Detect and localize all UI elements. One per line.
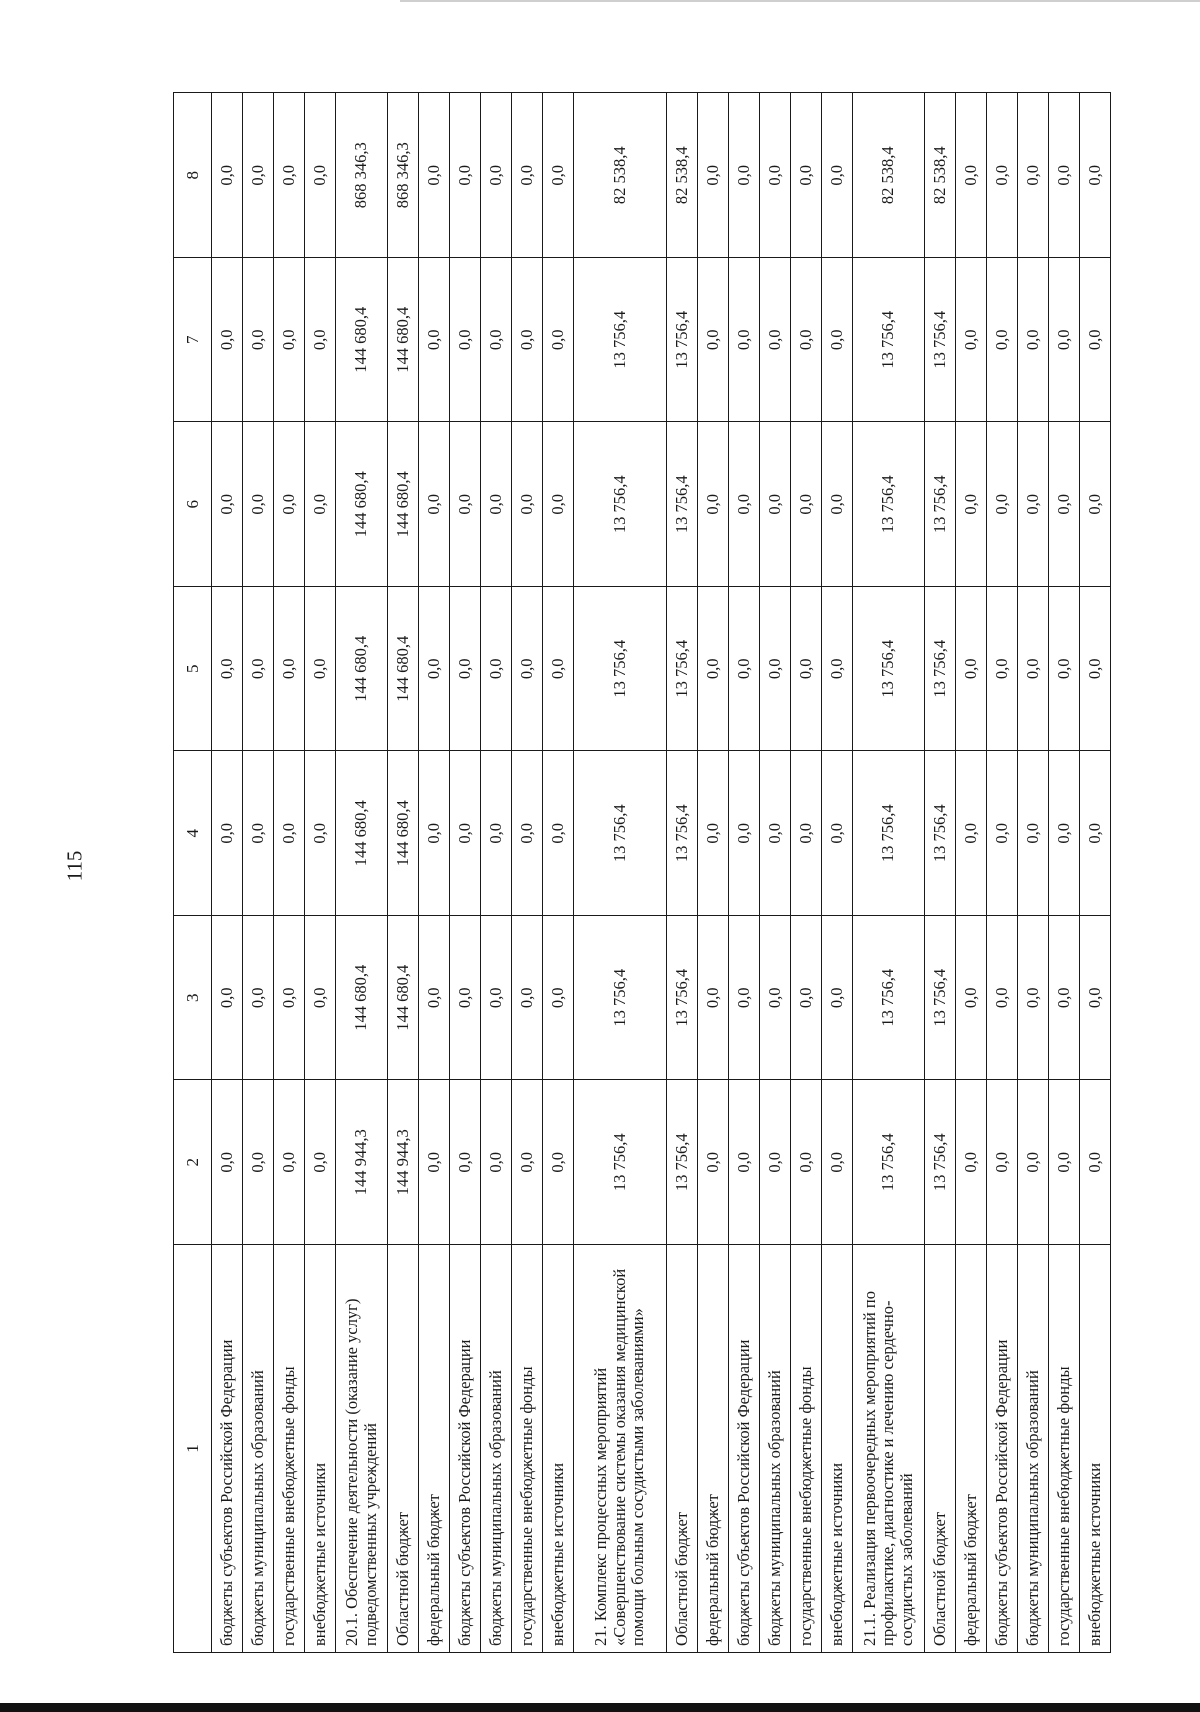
row-label: внебюджетные источники	[1080, 1245, 1111, 1653]
cell-value: 0,0	[698, 587, 729, 752]
table-row	[512, 93, 543, 1653]
cell-value: 13 756,4	[574, 258, 667, 423]
cell-value: 0,0	[1080, 1080, 1111, 1245]
row-label: 21.1. Реализация первоочередных мероприятий по профилактике, диагностике и лечению сердечно-сосудистых заболеваний	[853, 1245, 925, 1653]
cell-value: 0,0	[1080, 422, 1111, 587]
cell-value: 0,0	[481, 751, 512, 916]
cell-value: 13 756,4	[667, 422, 698, 587]
scan-edge-bottom	[0, 1703, 1200, 1712]
cell-value: 13 756,4	[574, 587, 667, 752]
cell-value: 82 538,4	[574, 93, 667, 258]
cell-value: 0,0	[419, 422, 450, 587]
cell-value: 0,0	[956, 1080, 987, 1245]
cell-value: 0,0	[1049, 751, 1080, 916]
cell-value: 144 680,4	[336, 587, 388, 752]
cell-value: 13 756,4	[925, 422, 956, 587]
row-label: 21. Комплекс процессных мероприятий «Совершенствование системы оказания медицинской помощи больным сосудистыми заболеваниями»	[574, 1245, 667, 1653]
row-label: государственные внебюджетные фонды	[1049, 1245, 1080, 1653]
cell-value: 0,0	[729, 93, 760, 258]
row-label: Областной бюджет	[925, 1245, 956, 1653]
row-label: внебюджетные источники	[822, 1245, 853, 1653]
cell-value: 0,0	[450, 93, 481, 258]
cell-value: 13 756,4	[667, 587, 698, 752]
row-label: Областной бюджет	[388, 1245, 419, 1653]
cell-value: 13 756,4	[853, 258, 925, 423]
cell-value: 0,0	[987, 587, 1018, 752]
cell-value: 0,0	[1018, 751, 1049, 916]
table-row	[987, 93, 1018, 1653]
cell-value: 0,0	[760, 1080, 791, 1245]
cell-value: 0,0	[512, 93, 543, 258]
cell-value: 82 538,4	[925, 93, 956, 258]
cell-value: 0,0	[1018, 1080, 1049, 1245]
cell-value: 0,0	[987, 93, 1018, 258]
table-row	[925, 93, 956, 1653]
column-header: 1	[174, 1245, 212, 1653]
cell-value: 144 680,4	[336, 916, 388, 1081]
cell-value: 144 680,4	[388, 422, 419, 587]
cell-value: 0,0	[1080, 751, 1111, 916]
cell-value: 0,0	[274, 1080, 305, 1245]
cell-value: 13 756,4	[574, 1080, 667, 1245]
cell-value: 0,0	[243, 916, 274, 1081]
cell-value: 0,0	[822, 258, 853, 423]
cell-value: 0,0	[822, 93, 853, 258]
cell-value: 13 756,4	[925, 751, 956, 916]
cell-value: 13 756,4	[667, 751, 698, 916]
cell-value: 13 756,4	[853, 751, 925, 916]
cell-value: 0,0	[212, 751, 243, 916]
row-label: внебюджетные источники	[305, 1245, 336, 1653]
cell-value: 144 944,3	[336, 1080, 388, 1245]
cell-value: 0,0	[305, 1080, 336, 1245]
cell-value: 0,0	[543, 1080, 574, 1245]
cell-value: 0,0	[512, 1080, 543, 1245]
row-label: федеральный бюджет	[698, 1245, 729, 1653]
cell-value: 0,0	[956, 916, 987, 1081]
cell-value: 144 680,4	[336, 422, 388, 587]
cell-value: 13 756,4	[925, 587, 956, 752]
table-row	[243, 93, 274, 1653]
column-header: 2	[174, 1080, 212, 1245]
cell-value: 0,0	[1080, 258, 1111, 423]
cell-value: 0,0	[543, 751, 574, 916]
row-label: бюджеты субъектов Российской Федерации	[212, 1245, 243, 1653]
column-header: 3	[174, 916, 212, 1081]
cell-value: 0,0	[698, 422, 729, 587]
cell-value: 0,0	[543, 422, 574, 587]
cell-value: 0,0	[1049, 93, 1080, 258]
cell-value: 0,0	[729, 751, 760, 916]
cell-value: 0,0	[481, 258, 512, 423]
cell-value: 0,0	[512, 916, 543, 1081]
cell-value: 0,0	[1049, 258, 1080, 423]
row-label: бюджеты муниципальных образований	[760, 1245, 791, 1653]
cell-value: 0,0	[760, 587, 791, 752]
table-row	[760, 93, 791, 1653]
cell-value: 0,0	[822, 751, 853, 916]
cell-value: 868 346,3	[336, 93, 388, 258]
cell-value: 0,0	[760, 93, 791, 258]
cell-value: 0,0	[956, 751, 987, 916]
cell-value: 0,0	[1049, 1080, 1080, 1245]
table-row	[822, 93, 853, 1653]
table-row	[1049, 93, 1080, 1653]
cell-value: 0,0	[481, 587, 512, 752]
cell-value: 13 756,4	[925, 1080, 956, 1245]
table-row	[956, 93, 987, 1653]
cell-value: 0,0	[698, 1080, 729, 1245]
table-row	[574, 93, 667, 1653]
cell-value: 0,0	[450, 916, 481, 1081]
table-row	[1080, 93, 1111, 1653]
cell-value: 0,0	[305, 751, 336, 916]
cell-value: 0,0	[729, 587, 760, 752]
cell-value: 13 756,4	[667, 1080, 698, 1245]
table-row	[543, 93, 574, 1653]
table-row	[305, 93, 336, 1653]
row-label: бюджеты муниципальных образований	[1018, 1245, 1049, 1653]
cell-value: 0,0	[419, 93, 450, 258]
table-row	[419, 93, 450, 1653]
cell-value: 0,0	[822, 587, 853, 752]
row-label: государственные внебюджетные фонды	[791, 1245, 822, 1653]
cell-value: 0,0	[419, 916, 450, 1081]
cell-value: 0,0	[243, 1080, 274, 1245]
cell-value: 0,0	[543, 916, 574, 1081]
cell-value: 0,0	[274, 258, 305, 423]
row-label: федеральный бюджет	[419, 1245, 450, 1653]
cell-value: 0,0	[1018, 258, 1049, 423]
cell-value: 0,0	[956, 422, 987, 587]
cell-value: 0,0	[305, 258, 336, 423]
cell-value: 0,0	[450, 422, 481, 587]
table-row	[729, 93, 760, 1653]
cell-value: 144 944,3	[388, 1080, 419, 1245]
cell-value: 0,0	[760, 916, 791, 1081]
column-header: 7	[174, 258, 212, 423]
cell-value: 82 538,4	[667, 93, 698, 258]
cell-value: 0,0	[729, 1080, 760, 1245]
row-label: бюджеты субъектов Российской Федерации	[729, 1245, 760, 1653]
cell-value: 0,0	[791, 1080, 822, 1245]
cell-value: 0,0	[512, 587, 543, 752]
cell-value: 0,0	[729, 916, 760, 1081]
cell-value: 0,0	[1049, 916, 1080, 1081]
rotated-page-content	[173, 93, 1104, 1653]
cell-value: 0,0	[212, 587, 243, 752]
cell-value: 0,0	[512, 422, 543, 587]
cell-value: 0,0	[698, 258, 729, 423]
table-row	[667, 93, 698, 1653]
cell-value: 0,0	[1018, 587, 1049, 752]
column-header: 8	[174, 93, 212, 258]
cell-value: 0,0	[1080, 587, 1111, 752]
table-row	[481, 93, 512, 1653]
cell-value: 0,0	[791, 258, 822, 423]
cell-value: 0,0	[791, 422, 822, 587]
cell-value: 13 756,4	[925, 916, 956, 1081]
cell-value: 0,0	[274, 422, 305, 587]
cell-value: 0,0	[212, 422, 243, 587]
cell-value: 0,0	[956, 587, 987, 752]
row-label: федеральный бюджет	[956, 1245, 987, 1653]
cell-value: 0,0	[481, 1080, 512, 1245]
cell-value: 0,0	[212, 1080, 243, 1245]
table-row	[853, 93, 925, 1653]
cell-value: 144 680,4	[388, 916, 419, 1081]
cell-value: 0,0	[698, 93, 729, 258]
column-header: 6	[174, 422, 212, 587]
cell-value: 0,0	[419, 1080, 450, 1245]
cell-value: 0,0	[987, 1080, 1018, 1245]
cell-value: 0,0	[305, 422, 336, 587]
cell-value: 0,0	[1080, 916, 1111, 1081]
cell-value: 13 756,4	[574, 916, 667, 1081]
cell-value: 0,0	[729, 258, 760, 423]
cell-value: 0,0	[212, 258, 243, 423]
cell-value: 0,0	[481, 422, 512, 587]
cell-value: 13 756,4	[853, 587, 925, 752]
cell-value: 0,0	[305, 916, 336, 1081]
cell-value: 13 756,4	[667, 258, 698, 423]
page-number: 115	[62, 850, 87, 882]
cell-value: 0,0	[243, 258, 274, 423]
cell-value: 0,0	[512, 258, 543, 423]
cell-value: 0,0	[822, 422, 853, 587]
cell-value: 0,0	[243, 93, 274, 258]
cell-value: 0,0	[1049, 422, 1080, 587]
cell-value: 13 756,4	[853, 916, 925, 1081]
cell-value: 144 680,4	[336, 751, 388, 916]
cell-value: 0,0	[1018, 93, 1049, 258]
cell-value: 0,0	[481, 93, 512, 258]
row-label: Областной бюджет	[667, 1245, 698, 1653]
cell-value: 0,0	[1018, 916, 1049, 1081]
column-header: 5	[174, 587, 212, 752]
table-row	[388, 93, 419, 1653]
cell-value: 0,0	[450, 751, 481, 916]
cell-value: 13 756,4	[574, 422, 667, 587]
row-label: государственные внебюджетные фонды	[274, 1245, 305, 1653]
cell-value: 144 680,4	[388, 751, 419, 916]
cell-value: 0,0	[956, 93, 987, 258]
row-label: бюджеты муниципальных образований	[243, 1245, 274, 1653]
cell-value: 0,0	[450, 258, 481, 423]
table-row	[450, 93, 481, 1653]
cell-value: 0,0	[274, 93, 305, 258]
row-label: бюджеты субъектов Российской Федерации	[450, 1245, 481, 1653]
cell-value: 0,0	[698, 916, 729, 1081]
cell-value: 0,0	[987, 751, 1018, 916]
row-label: бюджеты муниципальных образований	[481, 1245, 512, 1653]
cell-value: 0,0	[1018, 422, 1049, 587]
cell-value: 0,0	[791, 587, 822, 752]
table-row	[791, 93, 822, 1653]
cell-value: 0,0	[243, 587, 274, 752]
cell-value: 0,0	[243, 751, 274, 916]
cell-value: 0,0	[450, 587, 481, 752]
cell-value: 0,0	[543, 93, 574, 258]
cell-value: 0,0	[305, 587, 336, 752]
cell-value: 0,0	[543, 587, 574, 752]
cell-value: 0,0	[419, 258, 450, 423]
row-label: 20.1. Обеспечение деятельности (оказание услуг) подведомственных учреждений	[336, 1245, 388, 1653]
cell-value: 0,0	[543, 258, 574, 423]
cell-value: 0,0	[450, 1080, 481, 1245]
table-body	[212, 93, 1111, 1653]
cell-value: 82 538,4	[853, 93, 925, 258]
scan-edge-top	[400, 0, 1200, 2]
table-row	[274, 93, 305, 1653]
cell-value: 0,0	[212, 93, 243, 258]
cell-value: 0,0	[419, 587, 450, 752]
cell-value: 0,0	[760, 258, 791, 423]
row-label: бюджеты субъектов Российской Федерации	[987, 1245, 1018, 1653]
cell-value: 0,0	[956, 258, 987, 423]
cell-value: 0,0	[987, 916, 1018, 1081]
cell-value: 0,0	[274, 587, 305, 752]
cell-value: 0,0	[760, 422, 791, 587]
cell-value: 0,0	[481, 916, 512, 1081]
row-label: государственные внебюджетные фонды	[512, 1245, 543, 1653]
budget-table	[173, 93, 1111, 1654]
cell-value: 0,0	[791, 916, 822, 1081]
cell-value: 0,0	[512, 751, 543, 916]
cell-value: 13 756,4	[667, 916, 698, 1081]
cell-value: 144 680,4	[388, 258, 419, 423]
header-row	[174, 93, 212, 1653]
cell-value: 144 680,4	[388, 587, 419, 752]
cell-value: 0,0	[212, 916, 243, 1081]
table-row	[1018, 93, 1049, 1653]
row-label: внебюджетные источники	[543, 1245, 574, 1653]
cell-value: 144 680,4	[336, 258, 388, 423]
cell-value: 0,0	[987, 258, 1018, 423]
cell-value: 868 346,3	[388, 93, 419, 258]
cell-value: 13 756,4	[925, 258, 956, 423]
cell-value: 0,0	[243, 422, 274, 587]
cell-value: 0,0	[1049, 587, 1080, 752]
cell-value: 0,0	[698, 751, 729, 916]
cell-value: 0,0	[987, 422, 1018, 587]
cell-value: 0,0	[274, 751, 305, 916]
table-row	[336, 93, 388, 1653]
table-row	[698, 93, 729, 1653]
cell-value: 0,0	[760, 751, 791, 916]
cell-value: 0,0	[419, 751, 450, 916]
cell-value: 13 756,4	[853, 422, 925, 587]
cell-value: 0,0	[729, 422, 760, 587]
cell-value: 0,0	[274, 916, 305, 1081]
cell-value: 0,0	[791, 93, 822, 258]
cell-value: 13 756,4	[574, 751, 667, 916]
cell-value: 13 756,4	[853, 1080, 925, 1245]
column-header: 4	[174, 751, 212, 916]
cell-value: 0,0	[305, 93, 336, 258]
cell-value: 0,0	[822, 1080, 853, 1245]
cell-value: 0,0	[1080, 93, 1111, 258]
table-row	[212, 93, 243, 1653]
cell-value: 0,0	[791, 751, 822, 916]
cell-value: 0,0	[822, 916, 853, 1081]
